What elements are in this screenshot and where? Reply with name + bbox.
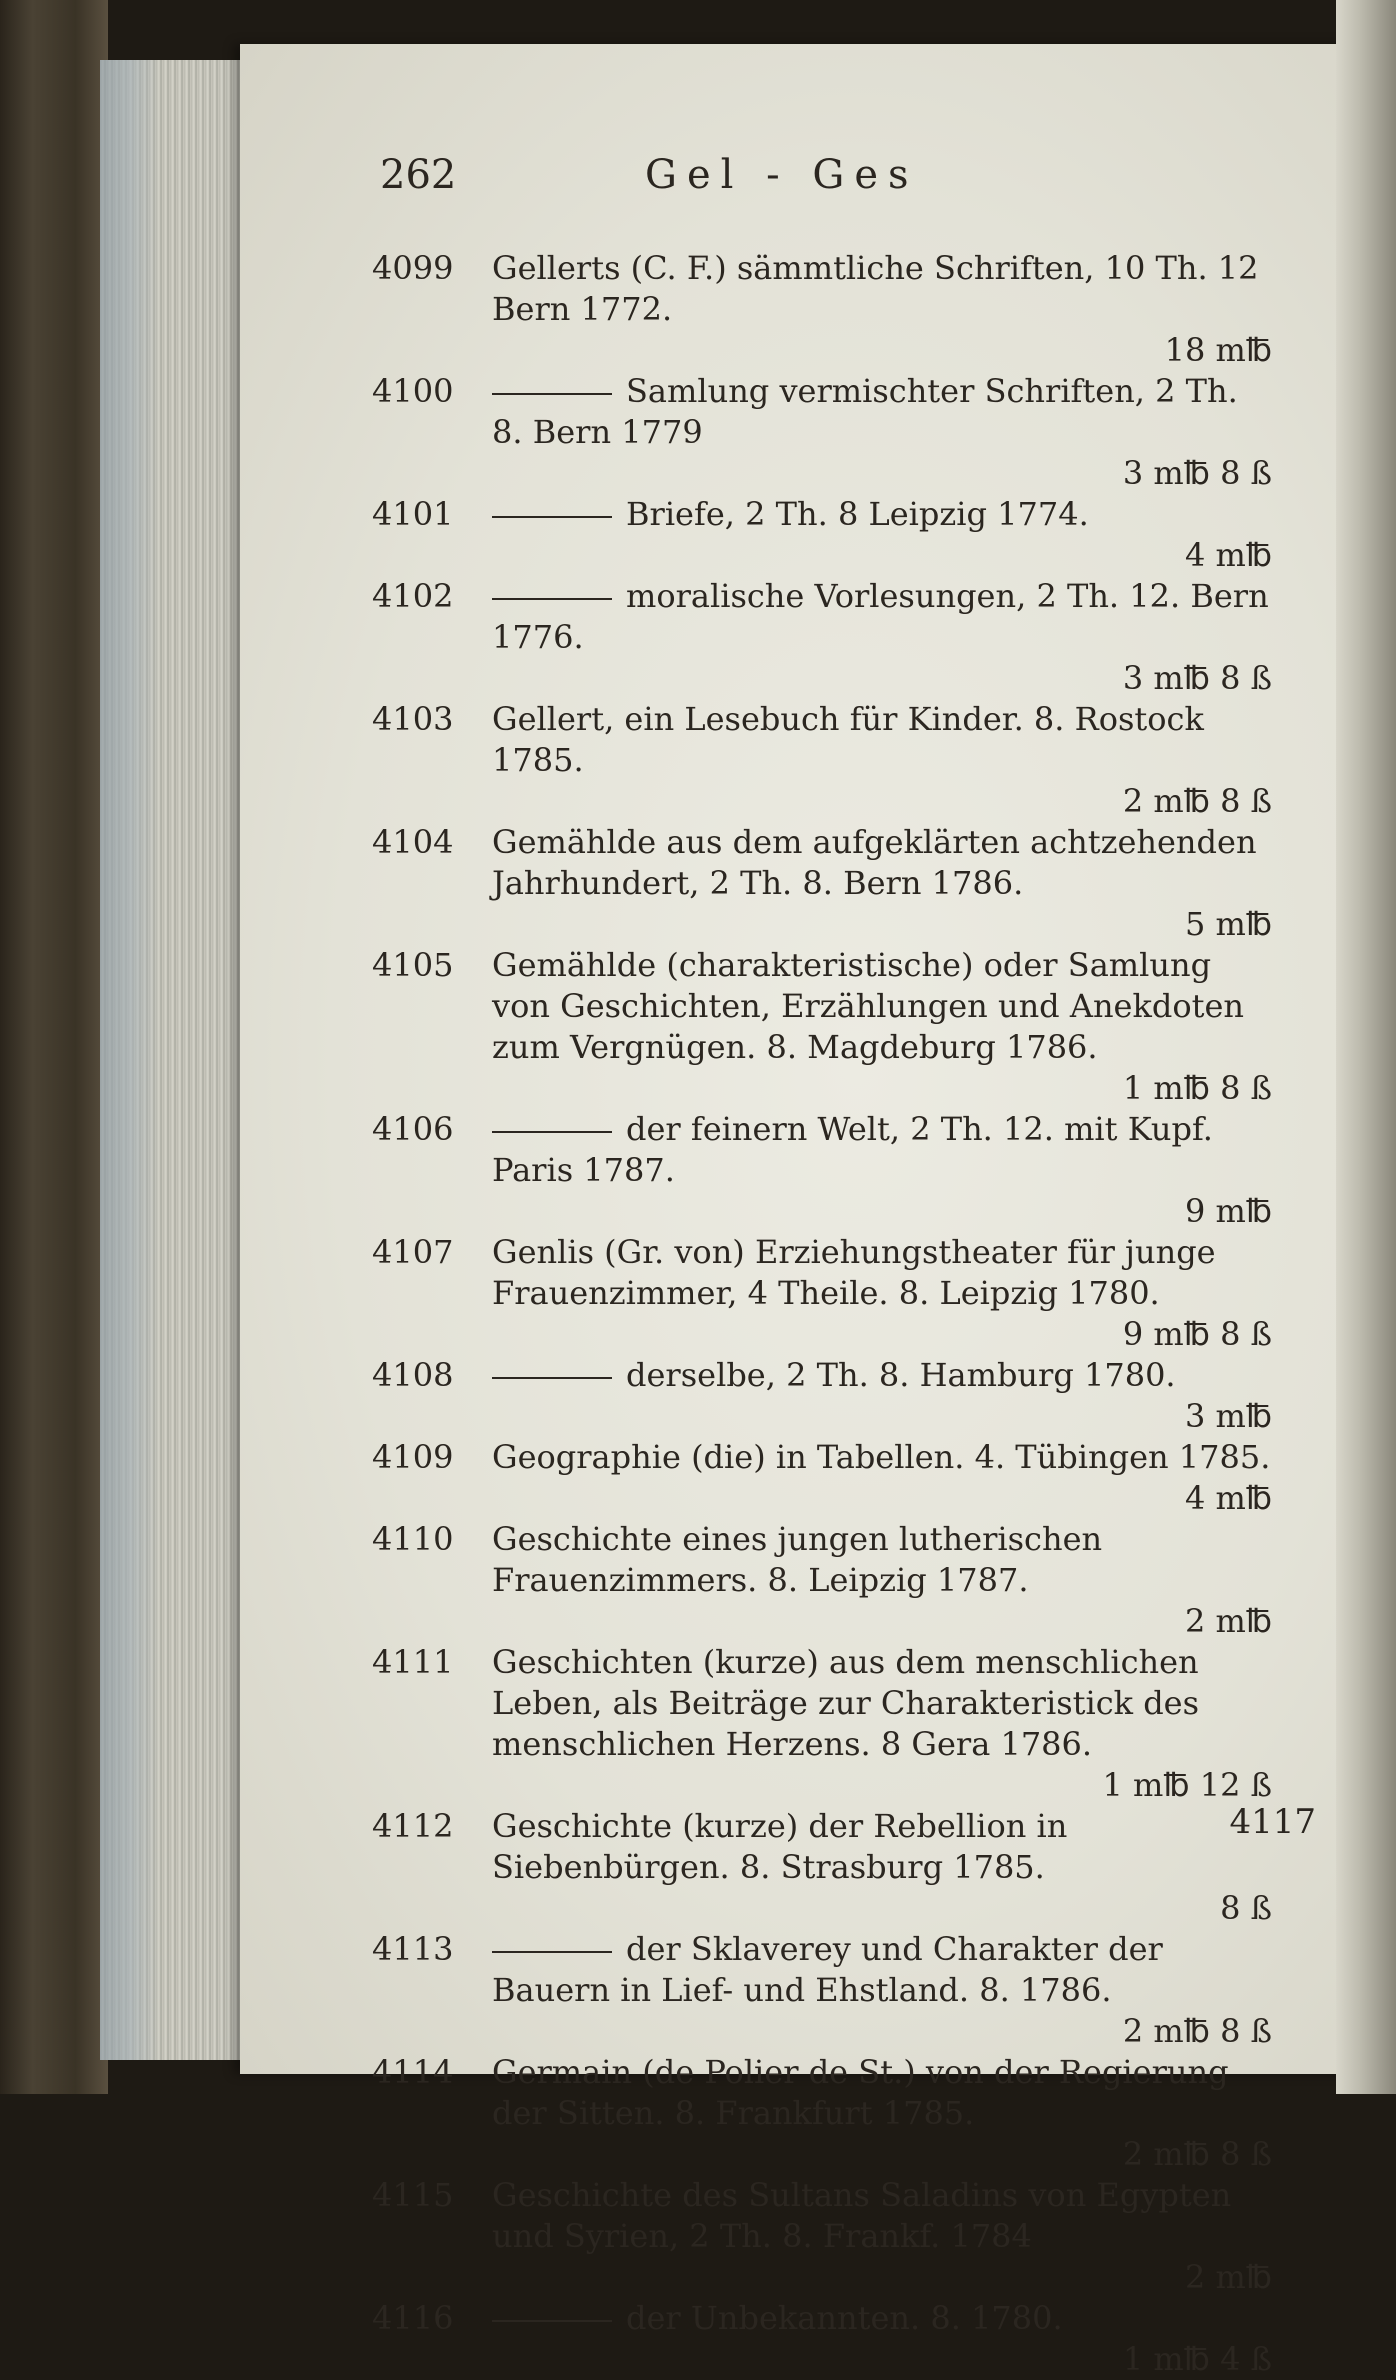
catalog-entry — [372, 945, 1272, 1109]
entry-body — [492, 2298, 1272, 2380]
entry-number: 4113 — [372, 1930, 454, 1968]
entry-price: 4 m℔ — [1184, 1479, 1272, 1517]
entry-number: 4116 — [372, 2299, 454, 2337]
entry-price: 3 m℔ 8 ß — [1122, 659, 1272, 697]
entry-title: Gellerts (C. F.) sämmtliche Schriften, 10 Th. 12 Bern 1772. — [492, 249, 1259, 328]
entry-title: der Sklaverey und Charakter der Bauern in Lief- und Ehstland. 8. 1786. — [492, 1930, 1163, 2009]
page-stack-edges — [100, 60, 260, 2060]
entry-number: 4111 — [372, 1643, 454, 1681]
entry-price: 3 m℔ 8 ß — [1122, 454, 1272, 492]
entry-price: 9 m℔ 8 ß — [1122, 1315, 1272, 1353]
entry-title: der feinern Welt, 2 Th. 12. mit Kupf. Paris 1787. — [492, 1110, 1213, 1189]
entry-title: derselbe, 2 Th. 8. Hamburg 1780. — [626, 1356, 1176, 1394]
entry-price: 18 m℔ — [1164, 331, 1272, 369]
entry-price: 4 m℔ — [1184, 536, 1272, 574]
entry-body — [492, 371, 1272, 494]
catalog-entry — [372, 494, 1272, 576]
ditto-dash — [492, 1951, 612, 1953]
entry-title: Geschichte des Sultans Saladins von Egypten und Syrien, 2 Th. 8. Frankf. 1784 — [492, 2176, 1232, 2255]
entry-title: Geschichte (kurze) der Rebellion in Siebenbürgen. 8. Strasburg 1785. — [492, 1807, 1068, 1886]
entry-price: 2 m℔ 8 ß — [1122, 782, 1272, 820]
ditto-dash — [492, 393, 612, 395]
entry-number: 4114 — [372, 2053, 454, 2091]
entry-body — [492, 2052, 1272, 2175]
ditto-dash — [492, 598, 612, 600]
catalog-entry — [372, 1355, 1272, 1437]
entry-title: Gemählde aus dem aufgeklärten achtzehenden Jahrhundert, 2 Th. 8. Bern 1786. — [492, 823, 1257, 902]
entry-body — [492, 1929, 1272, 2052]
entry-price: 8 ß — [1220, 1889, 1272, 1927]
entry-number: 4107 — [372, 1233, 454, 1271]
entry-body — [492, 1642, 1272, 1806]
ditto-dash — [492, 1377, 612, 1379]
entry-body — [492, 1232, 1272, 1355]
catalog-entry — [372, 1232, 1272, 1355]
entry-price: 5 m℔ — [1184, 905, 1272, 943]
entry-body — [492, 699, 1272, 822]
entry-body — [492, 1519, 1272, 1642]
catalog-entry — [372, 2175, 1272, 2298]
catalog-entry — [372, 699, 1272, 822]
entry-body — [492, 494, 1272, 576]
entry-number: 4101 — [372, 495, 454, 533]
entry-body — [492, 576, 1272, 699]
entry-title: Briefe, 2 Th. 8 Leipzig 1774. — [626, 495, 1089, 533]
running-head: Gel - Ges — [645, 152, 919, 198]
entry-body — [492, 2175, 1272, 2298]
entry-body — [492, 1806, 1272, 1929]
ditto-dash — [492, 1131, 612, 1133]
entry-price: 1 m℔ 4 ß — [1122, 2340, 1272, 2378]
entry-body — [492, 248, 1272, 371]
entry-number: 4100 — [372, 372, 454, 410]
entry-number: 4106 — [372, 1110, 454, 1148]
catalog-entry — [372, 1642, 1272, 1806]
entry-price: 2 m℔ — [1184, 2258, 1272, 2296]
gutter-fold — [1336, 0, 1396, 2094]
catalog-entry — [372, 248, 1272, 371]
entry-title: Gemählde (charakteristische) oder Samlung von Geschichten, Erzählungen und Anekdoten zum Vergnügen. 8. Magdeburg 1786. — [492, 946, 1245, 1066]
catalog-entry — [372, 1437, 1272, 1519]
entry-price: 3 m℔ — [1184, 1397, 1272, 1435]
entry-number: 4110 — [372, 1520, 454, 1558]
entry-number: 4103 — [372, 700, 454, 738]
entry-number: 4109 — [372, 1438, 454, 1476]
catalog-entry — [372, 576, 1272, 699]
entry-price: 9 m℔ — [1184, 1192, 1272, 1230]
entry-title: Germain (de Polier de St.) von der Regierung der Sitten. 8. Frankfurt 1785. — [492, 2053, 1229, 2132]
entry-price: 2 m℔ 8 ß — [1122, 2135, 1272, 2173]
entry-number: 4099 — [372, 249, 454, 287]
entry-body — [492, 822, 1272, 945]
entry-body — [492, 1355, 1272, 1437]
catalog-entry — [372, 1109, 1272, 1232]
entry-title: Geographie (die) in Tabellen. 4. Tübingen 1785. — [492, 1438, 1271, 1476]
catalog-entry — [372, 2052, 1272, 2175]
entry-number: 4112 — [372, 1807, 454, 1845]
entry-title: der Unbekannten. 8. 1780. — [626, 2299, 1063, 2337]
entry-title: Samlung vermischter Schriften, 2 Th. 8. Bern 1779 — [492, 372, 1238, 451]
catalog-entries — [372, 248, 1272, 2380]
entry-title: Geschichte eines jungen lutherischen Frauenzimmers. 8. Leipzig 1787. — [492, 1520, 1103, 1599]
entry-price: 1 m℔ 8 ß — [1122, 1069, 1272, 1107]
entry-price: 2 m℔ 8 ß — [1122, 2012, 1272, 2050]
catalog-entry — [372, 2298, 1272, 2380]
catchword: 4117 — [1229, 1802, 1316, 1842]
entry-price: 2 m℔ — [1184, 1602, 1272, 1640]
book-cover-edge — [0, 0, 108, 2094]
entry-price: 1 m℔ 12 ß — [1102, 1766, 1272, 1804]
entry-number: 4102 — [372, 577, 454, 615]
entry-body — [492, 945, 1272, 1109]
ditto-dash — [492, 516, 612, 518]
entry-number: 4104 — [372, 823, 454, 861]
page-number: 262 — [380, 152, 457, 198]
catalog-entry — [372, 1806, 1272, 1929]
entry-title: Geschichten (kurze) aus dem menschlichen Leben, als Beiträge zur Charakteristick des menschlichen Herzens. 8 Gera 1786. — [492, 1643, 1200, 1763]
catalog-entry — [372, 1929, 1272, 2052]
page-header — [380, 152, 1060, 212]
entry-title: moralische Vorlesungen, 2 Th. 12. Bern 1776. — [492, 577, 1269, 656]
catalog-entry — [372, 1519, 1272, 1642]
catalog-entry — [372, 822, 1272, 945]
entry-number: 4115 — [372, 2176, 454, 2214]
entry-number: 4105 — [372, 946, 454, 984]
entry-title: Gellert, ein Lesebuch für Kinder. 8. Rostock 1785. — [492, 700, 1204, 779]
entry-number: 4108 — [372, 1356, 454, 1394]
catalog-entry — [372, 371, 1272, 494]
entry-body — [492, 1437, 1272, 1519]
entry-title: Genlis (Gr. von) Erziehungstheater für junge Frauenzimmer, 4 Theile. 8. Leipzig 1780. — [492, 1233, 1216, 1312]
ditto-dash — [492, 2320, 612, 2322]
entry-body — [492, 1109, 1272, 1232]
